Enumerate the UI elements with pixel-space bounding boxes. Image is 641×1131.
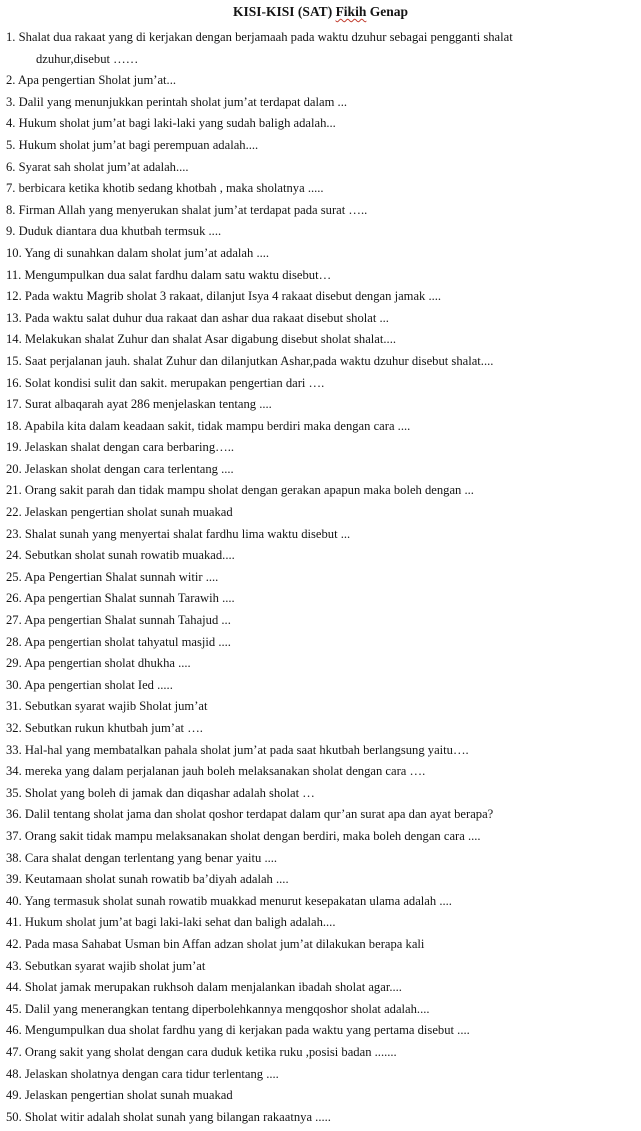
question-number: 4. — [6, 116, 16, 131]
question-text: Jelaskan pengertian sholat sunah muakad — [24, 1088, 233, 1103]
question-number: 19. — [6, 440, 22, 455]
question-text: mereka yang dalam perjalanan jauh boleh melaksanakan sholat dengan cara …. — [24, 764, 426, 779]
question-text: dzuhur,disebut …… — [36, 51, 139, 66]
question-number: 37. — [6, 828, 22, 843]
question-text: Apa pengertian Shalat sunnah Tahajud ... — [24, 613, 231, 628]
question-text: berbicara ketika khotib sedang khotbah , maka sholatnya ..... — [18, 181, 324, 196]
question-text: Apabila kita dalam keadaan sakit, tidak mampu berdiri maka dengan cara .... — [24, 418, 411, 433]
question-text: Hukum sholat jum’at bagi laki-laki yang sudah baligh adalah... — [18, 116, 336, 131]
question-number: 42. — [6, 936, 22, 951]
question-14 — [0, 329, 641, 351]
question-text: Apa pengertian Sholat jum’at... — [17, 73, 177, 88]
question-36 — [0, 804, 641, 826]
question-22 — [0, 502, 641, 524]
question-number: 2. — [6, 73, 16, 88]
question-number: 24. — [6, 548, 22, 563]
question-44 — [0, 977, 641, 999]
question-text: Sholat witir adalah sholat sunah yang bilangan rakaatnya ..... — [24, 1109, 331, 1124]
title-prefix: KISI-KISI (SAT) — [233, 4, 336, 19]
question-5 — [0, 135, 641, 157]
question-number: 3. — [6, 94, 16, 109]
question-text: Yang di sunahkan dalam sholat jum’at adalah .... — [24, 245, 270, 260]
question-text: Sholat jamak merupakan rukhsoh dalam menjalankan ibadah sholat agar.... — [24, 980, 402, 995]
question-number: 16. — [6, 375, 22, 390]
question-50 — [0, 1107, 641, 1129]
question-number: 34. — [6, 764, 22, 779]
question-number: 10. — [6, 245, 22, 260]
question-number: 39. — [6, 872, 22, 887]
question-text: Apa Pengertian Shalat sunnah witir .... — [24, 569, 219, 584]
question-17 — [0, 394, 641, 416]
question-text: Mengumpulkan dua salat fardhu dalam satu waktu disebut… — [24, 267, 332, 282]
question-text: Mengumpulkan dua sholat fardhu yang di kerjakan pada waktu yang pertama disebut .... — [24, 1023, 470, 1038]
question-text: Syarat sah sholat jum’at adalah.... — [18, 159, 189, 174]
question-24 — [0, 545, 641, 567]
question-number: 12. — [6, 289, 22, 304]
question-text: Jelaskan sholat dengan cara terlentang .... — [24, 461, 234, 476]
question-number: 47. — [6, 1044, 22, 1059]
question-text: Hukum sholat jum’at bagi perempuan adalah.... — [18, 137, 259, 152]
question-18 — [0, 416, 641, 438]
question-number: 43. — [6, 958, 22, 973]
question-33 — [0, 740, 641, 762]
question-number: 20. — [6, 461, 22, 476]
question-34 — [0, 761, 641, 783]
question-number: 6. — [6, 159, 16, 174]
question-number: 28. — [6, 634, 22, 649]
question-1 — [0, 27, 641, 49]
question-31 — [0, 696, 641, 718]
question-23 — [0, 524, 641, 546]
question-45 — [0, 999, 641, 1021]
question-text: Hukum sholat jum’at bagi laki-laki sehat dan baligh adalah.... — [24, 915, 336, 930]
question-number: 49. — [6, 1088, 22, 1103]
question-30 — [0, 675, 641, 697]
question-number: 36. — [6, 807, 22, 822]
question-number: 46. — [6, 1023, 22, 1038]
question-16 — [0, 373, 641, 395]
question-text: Apa pengertian sholat dhukha .... — [24, 656, 191, 671]
question-text: Jelaskan pengertian sholat sunah muakad — [24, 505, 233, 520]
question-number: 11. — [6, 267, 22, 282]
question-text: Pada waktu Magrib sholat 3 rakaat, dilanjut Isya 4 rakaat disebut dengan jamak .... — [24, 289, 442, 304]
question-number: 15. — [6, 353, 22, 368]
question-number: 48. — [6, 1066, 22, 1081]
question-number: 5. — [6, 137, 16, 152]
question-number: 13. — [6, 310, 22, 325]
page-title — [0, 3, 641, 21]
question-27 — [0, 610, 641, 632]
question-8 — [0, 200, 641, 222]
question-number: 45. — [6, 1001, 22, 1016]
title-suffix: Genap — [366, 4, 408, 19]
question-number: 18. — [6, 418, 22, 433]
question-41 — [0, 912, 641, 934]
question-number: 40. — [6, 893, 22, 908]
question-number: 32. — [6, 721, 22, 735]
question-text: Sebutkan sholat sunah rowatib muakad.... — [24, 548, 235, 563]
question-number: 23. — [6, 526, 22, 541]
question-number: 7. — [6, 181, 16, 196]
question-number: 38. — [6, 850, 22, 865]
question-25 — [0, 567, 641, 589]
question-number: 44. — [6, 980, 22, 995]
question-text: Yang termasuk sholat sunah rowatib muakkad menurut kesepakatan ulama adalah .... — [24, 893, 452, 908]
question-20 — [0, 459, 641, 481]
question-text: Firman Allah yang menyerukan shalat jum’at terdapat pada surat ….. — [18, 202, 368, 217]
question-10 — [0, 243, 641, 265]
question-15 — [0, 351, 641, 373]
question-text: Melakukan shalat Zuhur dan shalat Asar digabung disebut sholat shalat.... — [24, 332, 396, 347]
question-text: Sebutkan syarat wajib sholat jum’at — [24, 958, 206, 973]
question-6 — [0, 157, 641, 179]
question-text: Apa pengertian sholat tahyatul masjid .... — [24, 634, 231, 649]
question-number: 8. — [6, 202, 16, 217]
question-number: 9. — [6, 224, 16, 239]
question-number: 50. — [6, 1109, 22, 1124]
question-35 — [0, 783, 641, 805]
question-1-continuation — [0, 49, 641, 71]
question-49 — [0, 1085, 641, 1107]
question-text: Shalat dua rakaat yang di kerjakan dengan berjamaah pada waktu dzuhur sebagai pengganti shalat — [18, 30, 513, 44]
question-21 — [0, 480, 641, 502]
question-number: 29. — [6, 656, 22, 671]
question-number: 26. — [6, 591, 22, 606]
question-7 — [0, 178, 641, 200]
question-text: Solat kondisi sulit dan sakit. merupakan pengertian dari …. — [24, 375, 325, 390]
question-4 — [0, 113, 641, 135]
question-12 — [0, 286, 641, 308]
question-13 — [0, 308, 641, 330]
question-40 — [0, 891, 641, 913]
question-text: Hal-hal yang membatalkan pahala sholat jum’at pada saat hkutbah berlangsung yaitu…. — [24, 742, 469, 757]
question-number: 14. — [6, 332, 22, 347]
question-2 — [0, 70, 641, 92]
question-32 — [0, 718, 641, 740]
question-26 — [0, 588, 641, 610]
question-number: 31. — [6, 699, 22, 714]
question-text: Dalil tentang sholat jama dan sholat qoshor terdapat dalam qur’an surat apa dan ayat berapa? — [24, 807, 494, 822]
question-47 — [0, 1042, 641, 1064]
question-text: Pada waktu salat duhur dua rakaat dan ashar dua rakaat disebut sholat ... — [24, 310, 389, 325]
question-11 — [0, 265, 641, 287]
question-text: Duduk diantara dua khutbah termsuk .... — [18, 224, 222, 239]
question-text: Orang sakit parah dan tidak mampu sholat dengan gerakan apapun maka boleh dengan ... — [24, 483, 474, 498]
question-number: 21. — [6, 483, 22, 498]
question-text: Sebutkan syarat wajib Sholat jum’at — [24, 699, 208, 714]
question-19 — [0, 437, 641, 459]
question-text: Apa pengertian sholat Ied ..... — [24, 677, 173, 692]
question-number: 1. — [6, 30, 16, 44]
question-text: Pada masa Sahabat Usman bin Affan adzan sholat jum’at dilakukan berapa kali — [24, 936, 425, 951]
question-39 — [0, 869, 641, 891]
question-text: Jelaskan sholatnya dengan cara tidur terlentang .... — [24, 1066, 279, 1081]
question-text: Dalil yang menunjukkan perintah sholat jum’at terdapat dalam ... — [18, 94, 347, 109]
question-37 — [0, 826, 641, 848]
question-number: 25. — [6, 569, 22, 584]
question-text: Cara shalat dengan terlentang yang benar yaitu .... — [24, 850, 278, 865]
question-list — [0, 27, 641, 1128]
question-46 — [0, 1020, 641, 1042]
question-text: Shalat sunah yang menyertai shalat fardhu lima waktu disebut ... — [24, 526, 351, 541]
question-43 — [0, 956, 641, 978]
question-text: Orang sakit tidak mampu melaksanakan sholat dengan berdiri, maka boleh dengan cara .... — [24, 828, 481, 843]
question-number: 41. — [6, 915, 22, 930]
question-text: Saat perjalanan jauh. shalat Zuhur dan dilanjutkan Ashar,pada waktu dzuhur disebut shalat.... — [24, 353, 494, 368]
question-number: 35. — [6, 785, 22, 800]
question-48 — [0, 1064, 641, 1086]
question-29 — [0, 653, 641, 675]
question-text: Surat albaqarah ayat 286 menjelaskan tentang .... — [24, 397, 272, 412]
question-text: Jelaskan shalat dengan cara berbaring….. — [24, 440, 235, 455]
title-underlined-word: Fikih — [335, 4, 367, 19]
question-text: Dalil yang menerangkan tentang diperbolehkannya mengqoshor sholat adalah.... — [24, 1001, 430, 1016]
question-text: Sebutkan rukun khutbah jum’at …. — [24, 721, 203, 735]
question-text: Orang sakit yang sholat dengan cara duduk ketika ruku ,posisi badan ....... — [24, 1044, 397, 1059]
question-number: 22. — [6, 505, 22, 520]
question-28 — [0, 632, 641, 654]
question-text: Apa pengertian Shalat sunnah Tarawih .... — [24, 591, 235, 606]
question-42 — [0, 934, 641, 956]
question-number: 33. — [6, 742, 22, 757]
question-number: 27. — [6, 613, 22, 628]
question-3 — [0, 92, 641, 114]
question-38 — [0, 848, 641, 870]
question-text: Keutamaan sholat sunah rowatib ba’diyah adalah .... — [24, 872, 289, 887]
question-text: Sholat yang boleh di jamak dan diqashar adalah sholat … — [24, 785, 315, 800]
question-9 — [0, 221, 641, 243]
question-number: 17. — [6, 397, 22, 412]
question-number: 30. — [6, 677, 22, 692]
